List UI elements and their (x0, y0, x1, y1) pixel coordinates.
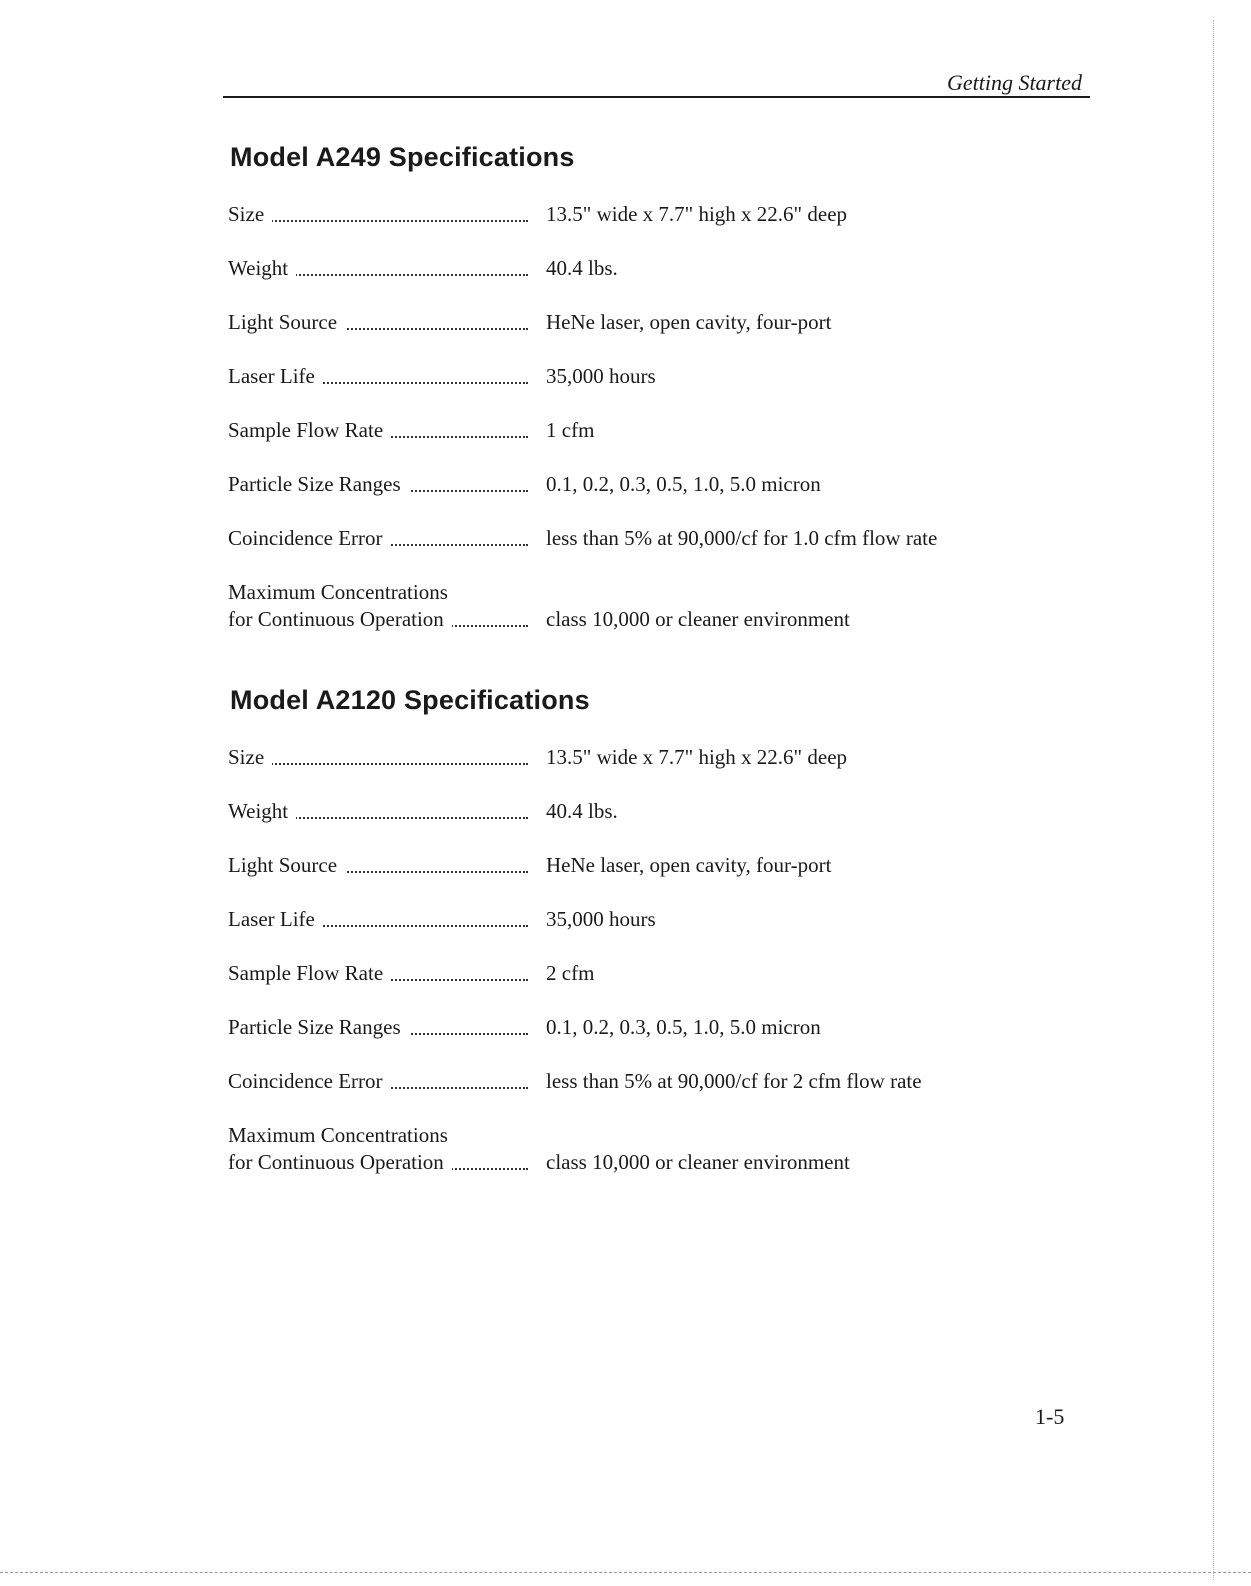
spec-row-max-concentrations (228, 1122, 1028, 1186)
spec-list-a249 (228, 201, 1028, 643)
spec-row-sample-flow-rate (228, 960, 1028, 1014)
spec-row-light-source (228, 852, 1028, 906)
spec-row-particle-size-ranges (228, 1014, 1028, 1068)
spec-label-size: Size (228, 744, 528, 771)
spec-value-sample-flow-rate: 2 cfm (546, 961, 595, 985)
spec-label-laser-life: Laser Life (228, 363, 528, 390)
spec-row-weight (228, 798, 1028, 852)
spec-row-sample-flow-rate (228, 417, 1028, 471)
section-title-a2120: Model A2120 Specifications (230, 685, 590, 715)
spec-label-max-concentrations (228, 579, 528, 633)
spec-value-light-source: HeNe laser, open cavity, four-port (546, 310, 832, 334)
spec-value-light-source: HeNe laser, open cavity, four-port (546, 853, 832, 877)
spec-label-particle-size-ranges: Particle Size Ranges (228, 1014, 528, 1041)
spec-row-laser-life (228, 363, 1028, 417)
spec-row-laser-life (228, 906, 1028, 960)
spec-row-light-source (228, 309, 1028, 363)
spec-label-light-source: Light Source (228, 309, 528, 336)
scan-edge-line (1213, 20, 1214, 1580)
spec-value-coincidence-error: less than 5% at 90,000/cf for 1.0 cfm flow rate (546, 526, 938, 550)
spec-value-weight: 40.4 lbs. (546, 799, 618, 823)
spec-label-line1: Maximum Concentrations (228, 1123, 448, 1147)
spec-label-weight: Weight (228, 255, 528, 282)
spec-label-line2: for Continuous Operation (228, 1150, 452, 1174)
spec-value-coincidence-error: less than 5% at 90,000/cf for 2 cfm flow rate (546, 1069, 922, 1093)
spec-label-sample-flow-rate: Sample Flow Rate (228, 960, 528, 987)
running-head: Getting Started (946, 70, 1082, 95)
spec-value-size: 13.5" wide x 7.7" high x 22.6" deep (546, 745, 848, 769)
spec-label-line1: Maximum Concentrations (228, 580, 448, 604)
spec-value-laser-life: 35,000 hours (546, 907, 656, 931)
spec-value-weight: 40.4 lbs. (546, 256, 618, 280)
spec-label-light-source: Light Source (228, 852, 528, 879)
spec-row-max-concentrations (228, 579, 1028, 643)
spec-value-particle-size-ranges: 0.1, 0.2, 0.3, 0.5, 1.0, 5.0 micron (546, 1015, 821, 1039)
page-number: 1-5 (1035, 1404, 1065, 1429)
spec-value-max-concentrations: class 10,000 or cleaner environment (546, 1150, 850, 1174)
spec-row-coincidence-error (228, 1068, 1028, 1122)
spec-row-weight (228, 255, 1028, 309)
footer-rule (0, 1572, 1251, 1573)
spec-label-coincidence-error: Coincidence Error (228, 1068, 528, 1095)
spec-row-coincidence-error (228, 525, 1028, 579)
spec-label-coincidence-error: Coincidence Error (228, 525, 528, 552)
spec-value-max-concentrations: class 10,000 or cleaner environment (546, 607, 850, 631)
spec-label-weight: Weight (228, 798, 528, 825)
spec-row-particle-size-ranges (228, 471, 1028, 525)
spec-label-max-concentrations (228, 1122, 528, 1176)
spec-list-a2120 (228, 744, 1028, 1186)
spec-value-laser-life: 35,000 hours (546, 364, 656, 388)
header-rule (223, 96, 1090, 98)
spec-label-line2: for Continuous Operation (228, 607, 452, 631)
spec-row-size (228, 744, 1028, 798)
spec-value-size: 13.5" wide x 7.7" high x 22.6" deep (546, 202, 848, 226)
spec-label-particle-size-ranges: Particle Size Ranges (228, 471, 528, 498)
section-title-a249: Model A249 Specifications (230, 142, 575, 172)
spec-label-sample-flow-rate: Sample Flow Rate (228, 417, 528, 444)
spec-label-laser-life: Laser Life (228, 906, 528, 933)
spec-value-sample-flow-rate: 1 cfm (546, 418, 595, 442)
spec-value-particle-size-ranges: 0.1, 0.2, 0.3, 0.5, 1.0, 5.0 micron (546, 472, 821, 496)
spec-row-size (228, 201, 1028, 255)
spec-label-size: Size (228, 201, 528, 228)
